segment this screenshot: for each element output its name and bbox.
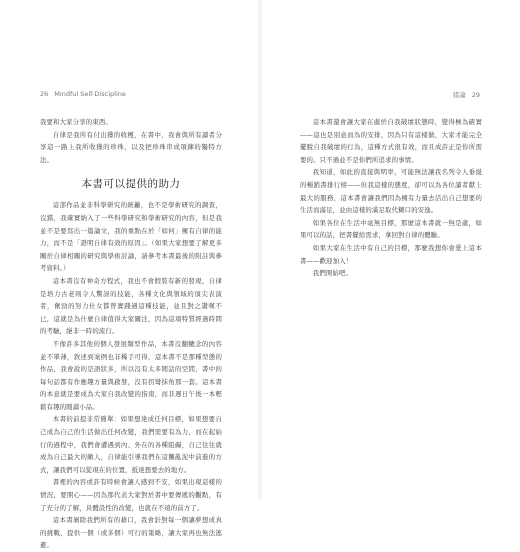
right-running-head: 緒論	[452, 91, 466, 99]
left-paragraph: 自律是我所有付出獲的收穫，在書中，我會與所有讀者分享這一路上我所收獲的珍珠，以及把珍珠串成項鍊的獨特方法。	[40, 130, 222, 164]
section-title: 本書可以提供的助力	[81, 178, 181, 191]
left-paragraph: 這本書剝除我們所有的藉口，我會針對每一個讓夢想成真的挑戰，提供一個（或多個）可行的策略，讓大家再也無法逃避。	[40, 516, 222, 550]
right-paragraph: 這本書還會讓大家在處於自我破壞狀態時，變得極為確實——這也是別意而為的安排，因為只有這樣做，大家才能完全擺脫自我破壞的行為，這種方式很有效，而且成許正是你所需要的。只不過並不是你們所追求的事情。	[300, 118, 482, 164]
left-paragraph: 書裡的內容或許有時候會讓人感到不安，如果出現這樣的情況，要開心——因為那代表大家對於書中要傳遞的觀點，有了充分的了解，具體設性的改變，也就在不遠的前方了。	[40, 478, 222, 512]
right-paragraph: 我知道，如此的直接與明率，可能無法讓我名列令人垂涎的暢銷書排行榜——但我這樣的態度，卻可以為各位讀者獻上最大的服務，這本書會讓我們因為擁有力量去活出自己想要的生活而滿足，並由這樣的滿足取代糊口的安逸。	[300, 168, 482, 215]
left-page-body	[40, 116, 222, 552]
right-page	[260, 0, 520, 500]
right-paragraph: 如果各位在生活中毫無目標，那麼這本書就一無是處，如果可以的話，把書擺給需求，拿回對自律的體驗。	[300, 218, 482, 240]
right-page-body	[300, 116, 482, 280]
left-paragraph: 不像許多其他的個人發展類型作品，本書沒翻轆念的內容並不單薄，敘述到案例也非稀手可得，這本書不是那種型態的作品，我會說的是語狀多，所以沒有太多閒話的空間，書中的每句話都有作應趣方量與啟發，沒有拐彎抹角那一套。這本書的本意就是要成為大家自我改變的指南，而非週日午後一本輕鬆有趣的閱讀小品。	[40, 339, 222, 411]
right-page-number: 29	[471, 91, 480, 99]
right-paragraph: 我們開始吧。	[312, 269, 353, 278]
left-page	[0, 0, 260, 550]
left-running-header	[40, 90, 132, 98]
left-paragraph: 我要和大家分享的東西。	[40, 118, 112, 126]
left-page-number: 26	[40, 90, 49, 98]
right-paragraph: 如果大家在生活中有自己的目標，那麼我想你會愛上這本書——歡迎加入！	[300, 243, 482, 265]
left-running-head: Mindful Self-Discipline	[54, 90, 126, 98]
left-paragraph: 這本書沒有神奇方程式，我也不會假裝有新的發現，自律是培力古老則令人驚訝的技能，各種文化與領域的頂尖表演者，奮勁的努力仕女都曾實踐過這種技能，並且對之讚嘆不已，這就是為什麼自律值得大家關注，因為這項特質經過時間的考驗，絕非一時的流行。	[40, 276, 222, 336]
left-paragraph: 本書的前提非常簡單：如果想達成任何目標，如果想要自己成為自己的生活做出任何改變，我們需要有為力，而在起始行的過程中，我們會遭遇到內、外在的各種阻礙，自己往往就成為自己最大的敵人，自律能引導我們在這攤亂泥中前進的方式，讓我們可以從現在的位置，抵達想要去的地方。	[40, 415, 222, 474]
right-running-header	[447, 90, 480, 99]
left-paragraph: 這部作品並非科學研究的統籲，也不是學術研究的調查，沒錯，我確實納入了一些科學研究和學術研究的內容，但是我並不是要寫出一篇論文，我的重點在於「如何」擁有自律的能力，而不是「證明自律有效的原因」。（如果大家想要了解更多關於自律相關的研究與學術討論，請參考本書最後的附註與參考資料。）	[40, 201, 222, 273]
